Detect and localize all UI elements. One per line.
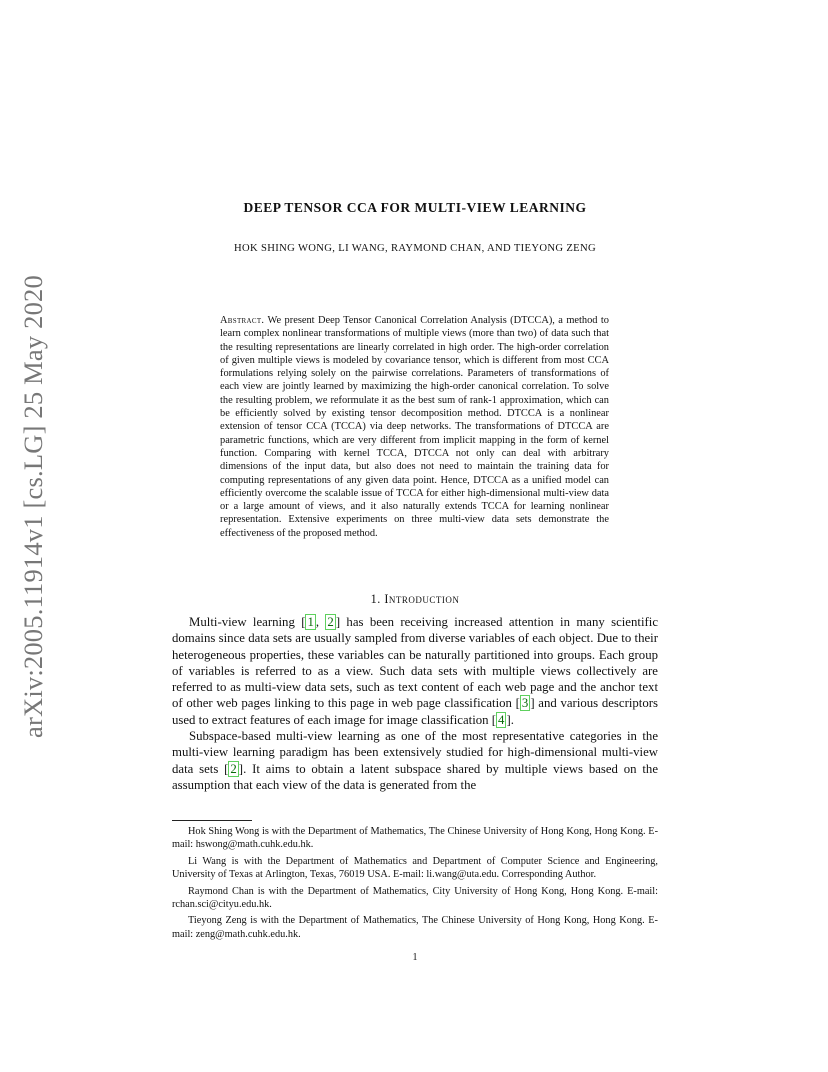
abstract-text: We present Deep Tensor Canonical Correlation Analysis (DTCCA), a method to learn complex nonlinear transformations of multiple views (more than two) of data such that the resulting representations are linearly correlated in high order. The high-order correlation of given multiple views is modeled by covariance tensor, which is different from most CCA formulations relying solely on the pairwise correlations. Parameters of transformations of each view are jointly learned by maximizing the high-order canonical correlation. To solve the resulting problem, we reformulate it as the best sum of rank-1 approximation, which can be efficiently solved by existing tensor decomposition method. DTCCA is a nonlinear extension of tensor CCA (TCCA) via deep networks. The transformations of DTCCA are parametric functions, which are very different from implicit mapping in the form of kernel function. Comparing with kernel TCCA, DTCCA not only can deal with arbitrary dimensions of the input data, but also does not need to maintain the training data for computing representations of any given data point. Hence, DTCCA as a unified model can efficiently overcome the scalable issue of TCCA for either high-dimensional multi-view data or a large amount of views, and it also naturally extends TCCA for learning nonlinear representation. Extensive experiments on three multi-view data sets demonstrate the effectiveness of the proposed method. [220,315,609,539]
footnote: Tieyong Zeng is with the Department of Mathematics, The Chinese University of Hong Kong, Hong Kong. E-mail: zeng@math.cuhk.edu.hk. [172,915,658,940]
text-run: Multi-view learning [189,615,302,629]
text-run: . It aims to obtain a latent subspace shared by multiple views based on the assumption that each view of the data is generated from the [172,761,658,792]
section-number: 1. [370,592,381,606]
arxiv-stamp: arXiv:2005.11914v1 [cs.LG] 25 May 2020 [18,275,48,738]
text-run: has been receiving increased attention in many scientific domains since data sets are usually sampled from diverse variables of each object. Due to their heterogeneous properties, these variables can be naturally partitioned into groups. Each group of variables is referred to as a view. Such data sets with multiple views collectively are referred to as multi-view data sets, such as text content of each web page and the anchor text of other web pages linking to this page in web page classification [172,615,658,711]
section-title: Introduction [384,592,460,606]
text-run: and various descriptors used to extract features of each image for image classification [172,696,658,727]
text-run: . [510,712,514,727]
section-heading [172,592,658,607]
introduction-body [172,614,658,793]
footnote: Li Wang is with the Department of Mathematics and Department of Computer Science and Engineering, University of Texas at Arlington, Texas, 76019 USA. E-mail: li.wang@uta.edu. Corresponding Author. [172,855,658,881]
abstract-label: Abstract. [220,315,265,326]
citation-link[interactable]: 3 [521,696,529,711]
footnote-rule [172,820,252,821]
page-number: 1 [412,952,418,963]
abstract [220,314,609,540]
paper-authors: HOK SHING WONG, LI WANG, RAYMOND CHAN, AND TIEYONG ZENG [234,243,596,254]
citation-link[interactable]: 4 [498,712,505,727]
citation-link[interactable]: 2 [327,615,334,629]
citation-link[interactable]: 2 [230,761,237,776]
paragraph: Multi-view learning [ 1 , 2 ] has been receiving increased attention in many scientific domains since data sets are usually sampled from diverse variables of each object. Due to their heterogeneous properties, these variables can be naturally partitioned into groups. Each group of variables is referred to as a view. Such data sets with multiple views collectively are referred to as multi-view data sets, such as text content of each web page and the anchor text of other web pages linking to this page in web page classification [ 3 ] and various descriptors used to extract features of each image for image classification [ 4 ]. [172,615,658,727]
footnote: Hok Shing Wong is with the Department of Mathematics, The Chinese University of Hong Kong, Hong Kong. E-mail: hswong@math.cuhk.edu.hk. [172,826,658,851]
citation-link[interactable]: 1 [307,615,314,629]
text-run: , [315,615,326,629]
paragraph: Subspace-based multi-view learning as one of the most representative categories in the multi-view learning paradigm has been extensively studied for high-dimensional multi-view data sets [ 2 ]. It aims to obtain a latent subspace shared by multiple views based on the assumption that each view of the data is generated from the [172,729,658,792]
paper-title: DEEP TENSOR CCA FOR MULTI-VIEW LEARNING [243,200,587,215]
text-run: Subspace-based multi-view learning as one of the most representative categories in the multi-view learning paradigm has been extensively studied for high-dimensional multi-view data sets [172,729,658,776]
footnotes [172,825,658,944]
footnote: Raymond Chan is with the Department of Mathematics, City University of Hong Kong, Hong Kong. E-mail: rchan.sci@cityu.edu.hk. [172,885,658,911]
